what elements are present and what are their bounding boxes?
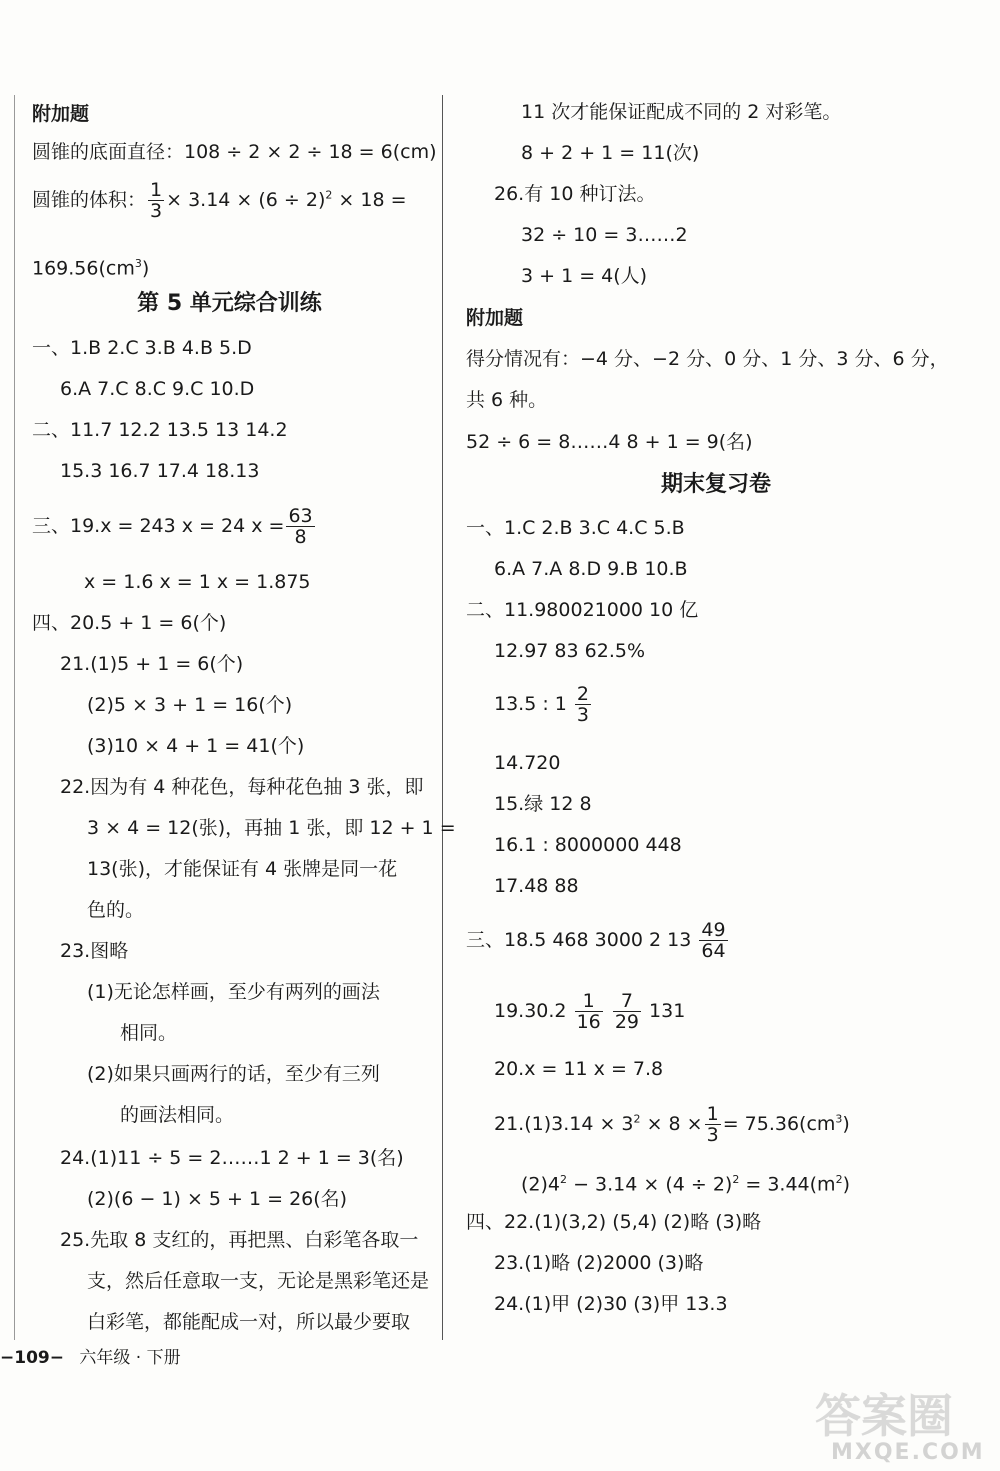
answer-line: 色的。 [87,899,145,921]
answer-line: 21.(1)5 + 1 = 6(个) [60,653,244,675]
answer-line: 22.因为有 4 种花色，每种花色抽 3 张，即 [60,776,424,798]
fraction: $\frac{1}{3}$ [150,179,163,222]
answer-line: 一、1.C 2.B 3.C 4.C 5.B [466,517,685,539]
answer-line: 52 ÷ 6 = 8……4 8 + 1 = 9(名) [466,431,753,453]
answer-line: $169.56(cm^3)$ [32,257,150,280]
answer-line: 一、1.B 2.C 3.B 4.B 5.D [32,337,252,359]
section-title-unit5: 第 5 单元综合训练 [137,291,322,316]
answer-line: 的画法相同。 [120,1104,235,1126]
answer-line: 二、11.7 12.2 13.5 13 14.2 [32,419,288,441]
answer-line: (2)如果只画两行的话，至少有三列 [87,1063,380,1085]
answer-line: x = 1.6 x = 1 x = 1.875 [84,571,311,593]
fujia-heading: 附加题 [466,307,524,329]
answer-line: 24.(1)甲 (2)30 (3)甲 13.3 [494,1293,728,1315]
answer-line: 20.x = 11 x = 7.8 [494,1058,664,1080]
answer-line: 3 × 4 = 12(张)，再抽 1 张，即 12 + 1 = [87,817,456,839]
answer-line: 14.720 [494,752,561,774]
fraction: $\frac{63}{8}$ [288,505,313,548]
answer-line: 25.先取 8 支红的，再把黑、白彩笔各取一 [60,1229,419,1251]
answer-line: 共 6 种。 [466,389,548,411]
answer-line: (2)5 × 3 + 1 = 16(个) [87,694,293,716]
answer-line: 23.(1)略 (2)2000 (3)略 [494,1252,704,1274]
answer-line: 6.A 7.C 8.C 9.C 10.D [60,378,255,400]
answer-line: 16.1 : 8000000 448 [494,834,682,856]
answer-line: 相同。 [120,1022,178,1044]
answer-line: 三、19.x = 243 x = 24 x = $\frac{63}{8}$ [32,505,313,548]
answer-line: 32 ÷ 10 = 3……2 [521,224,688,246]
fraction: $\frac{7}{29}$ [614,990,639,1033]
answer-line: 15.3 16.7 17.4 18.13 [60,460,260,482]
fujia-heading: 附加题 [32,103,90,125]
answer-line: 26.有 10 种订法。 [494,183,656,205]
watermark-text: 答案圈 [815,1389,953,1443]
page-number: −109− [0,1348,64,1368]
fraction: $\frac{1}{16}$ [576,990,601,1033]
answer-line: (1)无论怎样画，至少有两列的画法 [87,981,380,1003]
answer-line: 8 + 2 + 1 = 11(次) [521,142,700,164]
page-footer [0,1343,181,1368]
answer-line: 13(张)，才能保证有 4 张牌是同一花 [87,858,398,880]
answer-line: 得分情况有：−4 分、−2 分、0 分、1 分、3 分、6 分， [466,348,949,370]
answer-line: 15.绿 12 8 [494,793,592,815]
answer-line: $(2)4^2 - 3.14 \times (4 \div 2)^2 = 3.44(m^2)$ [521,1173,850,1196]
answer-line: 白彩笔，都能配成一对，所以最少要取 [87,1311,411,1333]
answer-line: 3 + 1 = 4(人) [521,265,648,287]
answer-line: (2)(6 − 1) × 5 + 1 = 26(名) [87,1188,348,1210]
answer-line: 12.97 83 62.5% [494,640,646,662]
fraction: $\frac{1}{3}$ [706,1103,719,1146]
answer-line: 四、22.(1)(3,2) (5,4) (2)略 (3)略 [466,1211,762,1233]
answer-line: 17.48 88 [494,875,579,897]
answer-line: (3)10 × 4 + 1 = 41(个) [87,735,305,757]
answer-line: 圆锥的底面直径：108 ÷ 2 × 2 ÷ 18 = 6(cm) [32,141,437,163]
answer-line: 6.A 7.A 8.D 9.B 10.B [494,558,688,580]
fraction: $\frac{2}{3}$ [576,683,590,726]
watermark-url: MXQE.COM [831,1440,985,1465]
answer-line: 13.5 : 1 $\frac{2}{3}$ [494,683,590,726]
left-margin-line [14,95,15,1340]
answer-line: $21.(1)3.14 \times 3^2 \times 8$ × $\frac{1}{3}$ = $75.36(cm^3)$ [494,1103,850,1146]
answer-line: 19.30.2 $\frac{1}{16}$ $\frac{7}{29}$ 131 [494,990,686,1033]
answer-line: 三、18.5 468 3000 2 13 $\frac{49}{64}$ [466,919,726,962]
grade-label: 六年级 · 下册 [79,1348,181,1368]
answer-line: 24.(1)11 ÷ 5 = 2……1 2 + 1 = 3(名) [60,1147,404,1169]
fraction: $\frac{49}{64}$ [701,919,726,962]
answer-line: 支，然后任意取一支，无论是黑彩笔还是 [87,1270,430,1292]
watermark-logo [795,1380,1000,1471]
column-divider [442,95,443,1340]
answer-line: 圆锥的体积： $\frac{1}{3}$ × $3.14 \times (6 \div 2)^2 \times 18$ = [32,179,407,222]
answer-line: 11 次才能保证配成不同的 2 对彩笔。 [521,101,842,123]
section-title-final: 期末复习卷 [660,472,771,497]
answer-line: 23.图略 [60,940,129,962]
answer-line: 四、20.5 + 1 = 6(个) [32,612,227,634]
answer-line: 二、11.980021000 10 亿 [466,599,699,621]
